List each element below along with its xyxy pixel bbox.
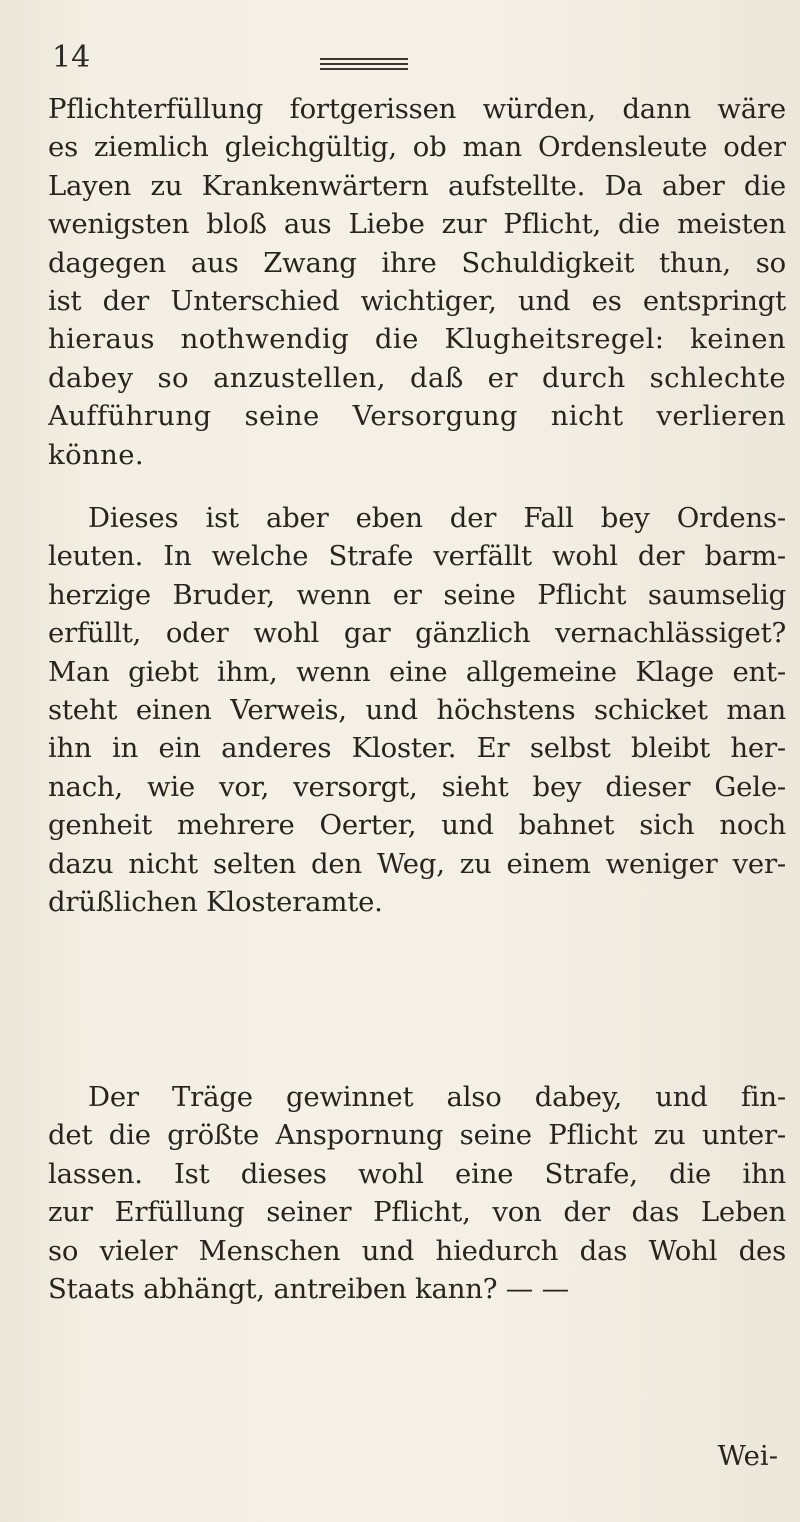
text-line: dabey so anzustellen, daß er durch schlechte: [48, 361, 786, 394]
paragraph-1: [48, 90, 786, 474]
header-ornament-rule: [320, 58, 408, 73]
text-line: Pflichterfüllung fortgerissen würden, dann wäre: [48, 93, 786, 125]
text-line: Layen zu Krankenwärtern aufstellte. Da aber die: [48, 169, 786, 202]
text-line: so vieler Menschen und hiedurch das Wohl des: [48, 1234, 786, 1267]
text-line: ihn in ein anderes Kloster. Er selbst bleibt her-: [48, 732, 786, 765]
text-line: Der Träge gewinnet also dabey, und fin-: [88, 1081, 786, 1113]
text-line: Dieses ist aber eben der Fall bey Ordens-: [88, 502, 786, 534]
paragraph-2: [48, 499, 786, 921]
text-line: det die größte Anspornung seine Pflicht zu unter-: [48, 1119, 786, 1152]
text-line: es ziemlich gleichgültig, ob man Ordensleute oder: [48, 131, 786, 164]
text-line: genheit mehrere Oerter, und bahnet sich noch: [48, 809, 786, 842]
text-line: steht einen Verweis, und höchstens schicket man: [48, 693, 786, 726]
paragraph-3: [48, 1078, 786, 1308]
text-line: nach, wie vor, versorgt, sieht bey dieser Gele-: [48, 770, 786, 803]
text-line: herzige Bruder, wenn er seine Pflicht saumselig: [48, 578, 786, 611]
text-line: Aufführung seine Versorgung nicht verlieren: [48, 400, 786, 433]
text-line: erfüllt, oder wohl gar gänzlich vernachlässiget?: [48, 617, 786, 650]
text-line: leuten. In welche Strafe verfällt wohl der barm-: [48, 540, 786, 573]
text-line: dazu nicht selten den Weg, zu einem weniger ver-: [48, 847, 786, 880]
text-line: wenigsten bloß aus Liebe zur Pflicht, die meisten: [48, 208, 786, 241]
text-line: dagegen aus Zwang ihre Schuldigkeit thun, so: [48, 246, 786, 279]
text-line: hieraus nothwendig die Klugheitsregel: keinen: [48, 323, 786, 356]
text-line: Staats abhängt, antreiben kann? — —: [48, 1272, 569, 1305]
text-line: ist der Unterschied wichtiger, und es entspringt: [48, 284, 786, 317]
catchword: Wei-: [717, 1440, 778, 1472]
text-line: zur Erfüllung seiner Pflicht, von der das Leben: [48, 1196, 786, 1229]
text-line: drüßlichen Klosteramte.: [48, 885, 383, 918]
text-line: lassen. Ist dieses wohl eine Strafe, die ihn: [48, 1157, 786, 1190]
text-line: Man giebt ihm, wenn eine allgemeine Klage ent-: [48, 655, 786, 688]
text-line: könne.: [48, 438, 145, 471]
page-number: 14: [52, 40, 91, 75]
